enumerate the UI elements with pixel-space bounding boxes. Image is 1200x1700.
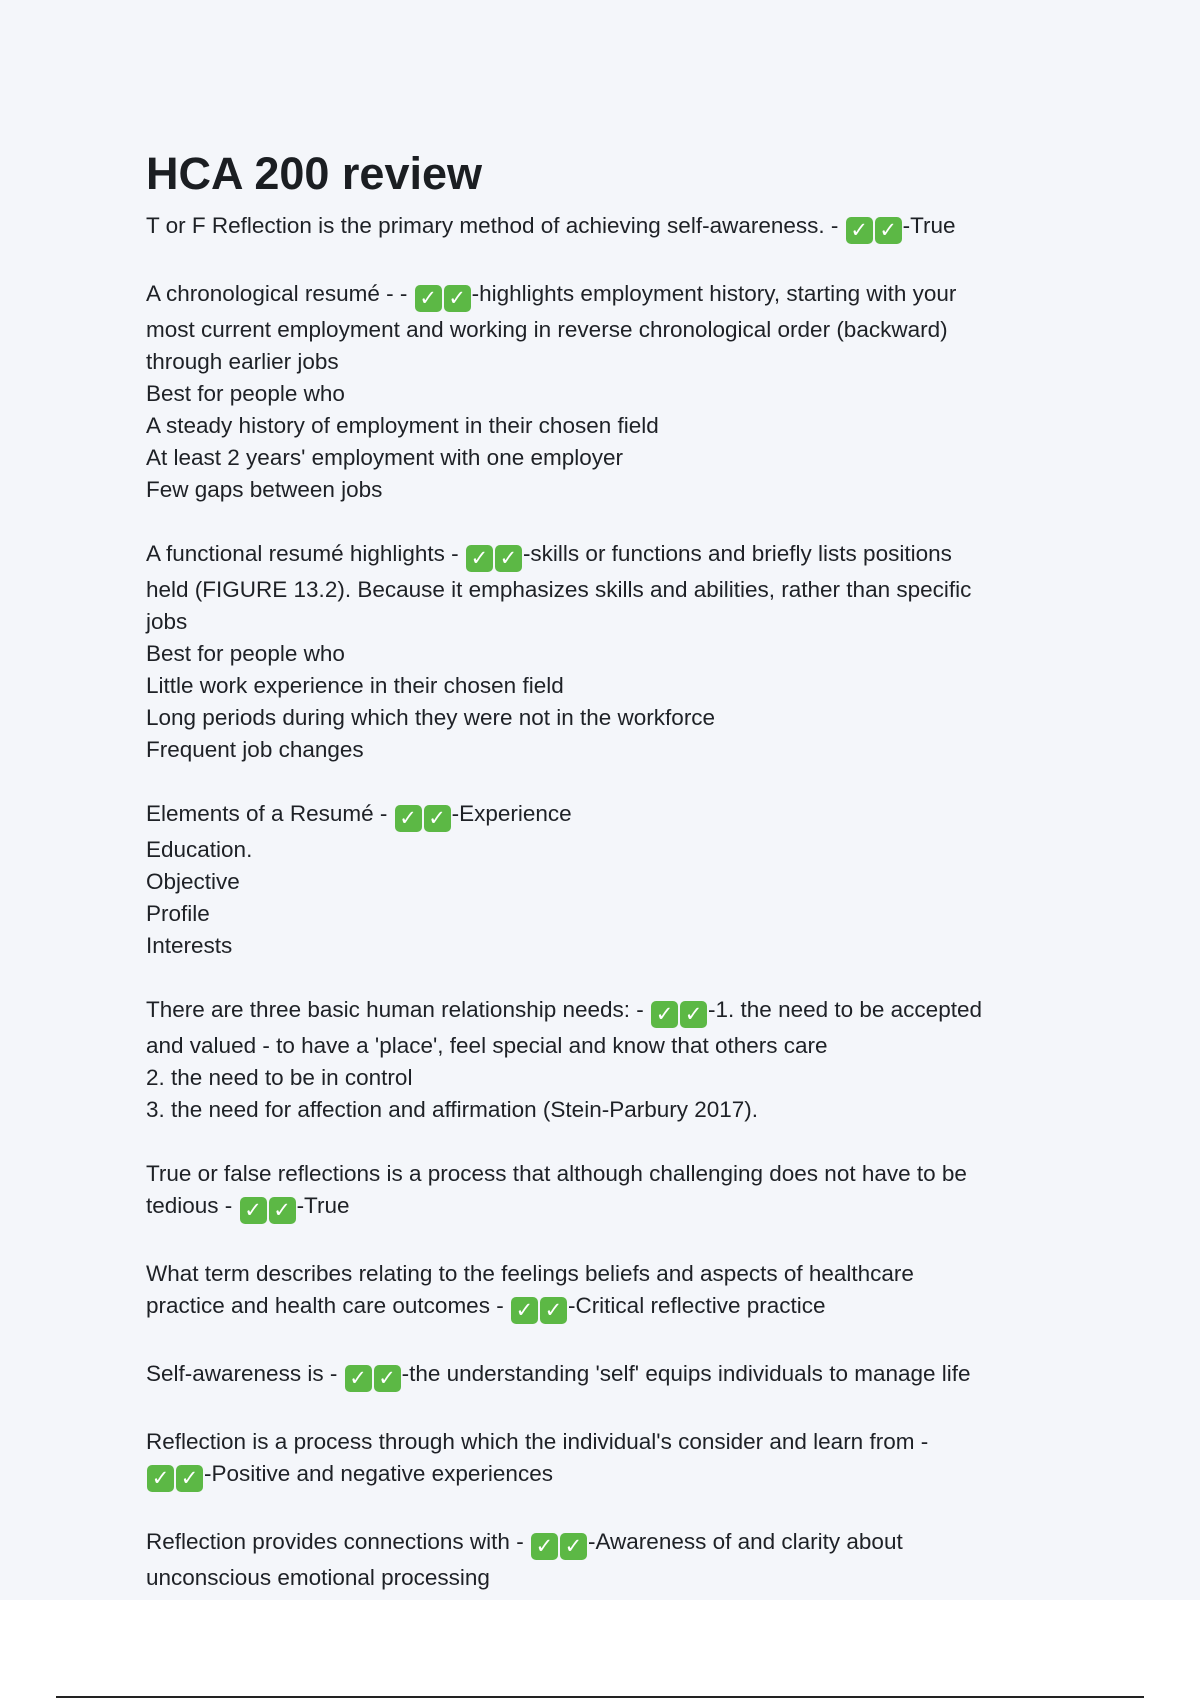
- qa-text-line: Interests: [146, 933, 233, 958]
- qa-text-line: 3. the need for affection and affirmation (Stein-Parbury 2017).: [146, 1097, 759, 1122]
- check-mark-icon: ✓: [374, 1365, 401, 1392]
- check-mark-icon: ✓: [531, 1533, 558, 1560]
- check-mark-icon: ✓: [415, 285, 442, 312]
- answer-text: -highlights employment history, starting with your: [471, 281, 957, 306]
- question-text: practice and health care outcomes -: [146, 1293, 510, 1318]
- qa-text-line: True or false reflections is a process that although challenging does not have to be: [146, 1161, 967, 1186]
- qa-answer-line: [146, 1290, 1066, 1326]
- qa-answer-line: [146, 798, 1066, 834]
- qa-answer-line: [146, 538, 1066, 574]
- double-check-mark: [147, 1462, 203, 1494]
- document-content: [146, 148, 1066, 1626]
- double-check-mark: [345, 1362, 401, 1394]
- qa-text-line: Long periods during which they were not in the workforce: [146, 705, 716, 730]
- qa-item: [146, 994, 1066, 1126]
- check-mark-icon: ✓: [651, 1001, 678, 1028]
- check-mark-icon: ✓: [511, 1297, 538, 1324]
- double-check-mark: [651, 998, 707, 1030]
- qa-answer-line: [146, 1458, 1066, 1494]
- double-check-mark: [531, 1530, 587, 1562]
- check-mark-icon: ✓: [495, 545, 522, 572]
- qa-item: [146, 1426, 1066, 1494]
- qa-text-line: Objective: [146, 869, 240, 894]
- answer-text: -Experience: [451, 801, 572, 826]
- qa-text-line: Frequent job changes: [146, 737, 364, 762]
- qa-text-line: A steady history of employment in their chosen field: [146, 413, 659, 438]
- qa-text-line: Education.: [146, 837, 253, 862]
- check-mark-icon: ✓: [680, 1001, 707, 1028]
- check-mark-icon: ✓: [395, 805, 422, 832]
- page-divider: [56, 1696, 1144, 1698]
- qa-text-line: and valued - to have a 'place', feel special and know that others care: [146, 1033, 828, 1058]
- answer-text: -Awareness of and clarity about: [587, 1529, 903, 1554]
- question-text: Self-awareness is -: [146, 1361, 344, 1386]
- qa-answer-line: [146, 994, 1066, 1030]
- qa-answer-line: [146, 1358, 1066, 1394]
- question-text: T or F Reflection is the primary method of achieving self-awareness. -: [146, 213, 845, 238]
- qa-text-line: held (FIGURE 13.2). Because it emphasizes skills and abilities, rather than specific: [146, 577, 972, 602]
- qa-text-line: Reflection is a process through which the individual's consider and learn from -: [146, 1429, 929, 1454]
- qa-item: [146, 210, 1066, 246]
- double-check-mark: [511, 1294, 567, 1326]
- question-text: A chronological resumé - -: [146, 281, 414, 306]
- qa-answer-line: [146, 278, 1066, 314]
- qa-text-line: most current employment and working in reverse chronological order (backward): [146, 317, 948, 342]
- qa-list: [146, 210, 1066, 1594]
- answer-text: -True: [902, 213, 956, 238]
- check-mark-icon: ✓: [560, 1533, 587, 1560]
- qa-text-line: What term describes relating to the feelings beliefs and aspects of healthcare: [146, 1261, 914, 1286]
- answer-text: -the understanding 'self' equips individuals to manage life: [401, 1361, 971, 1386]
- question-text: A functional resumé highlights -: [146, 541, 465, 566]
- qa-item: [146, 1526, 1066, 1594]
- qa-answer-line: [146, 1526, 1066, 1562]
- check-mark-icon: ✓: [176, 1465, 203, 1492]
- check-mark-icon: ✓: [345, 1365, 372, 1392]
- question-text: Elements of a Resumé -: [146, 801, 394, 826]
- qa-item: [146, 278, 1066, 506]
- question-text: tedious -: [146, 1193, 239, 1218]
- question-text: Reflection provides connections with -: [146, 1529, 530, 1554]
- answer-text: -1. the need to be accepted: [708, 997, 982, 1022]
- check-mark-icon: ✓: [846, 217, 873, 244]
- double-check-mark: [240, 1194, 296, 1226]
- qa-item: [146, 798, 1066, 962]
- check-mark-icon: ✓: [147, 1465, 174, 1492]
- double-check-mark: [395, 802, 451, 834]
- qa-text-line: Best for people who: [146, 641, 345, 666]
- qa-text-line: unconscious emotional processing: [146, 1565, 490, 1590]
- document-title: HCA 200 review: [146, 148, 483, 199]
- qa-text-line: Little work experience in their chosen field: [146, 673, 564, 698]
- check-mark-icon: ✓: [466, 545, 493, 572]
- qa-text-line: Best for people who: [146, 381, 345, 406]
- double-check-mark: [466, 542, 522, 574]
- double-check-mark: [415, 282, 471, 314]
- check-mark-icon: ✓: [240, 1197, 267, 1224]
- question-text: There are three basic human relationship needs: -: [146, 997, 651, 1022]
- check-mark-icon: ✓: [424, 805, 451, 832]
- qa-answer-line: [146, 1190, 1066, 1226]
- check-mark-icon: ✓: [875, 217, 902, 244]
- qa-item: [146, 1258, 1066, 1326]
- qa-text-line: Few gaps between jobs: [146, 477, 383, 502]
- check-mark-icon: ✓: [269, 1197, 296, 1224]
- answer-text: -Positive and negative experiences: [204, 1461, 553, 1486]
- check-mark-icon: ✓: [444, 285, 471, 312]
- qa-answer-line: [146, 210, 1066, 246]
- check-mark-icon: ✓: [540, 1297, 567, 1324]
- qa-text-line: 2. the need to be in control: [146, 1065, 413, 1090]
- qa-text-line: jobs: [146, 609, 188, 634]
- qa-text-line: Profile: [146, 901, 210, 926]
- qa-text-line: through earlier jobs: [146, 349, 339, 374]
- qa-item: [146, 538, 1066, 766]
- double-check-mark: [846, 214, 902, 246]
- qa-text-line: At least 2 years' employment with one employer: [146, 445, 624, 470]
- qa-item: [146, 1158, 1066, 1226]
- qa-item: [146, 1358, 1066, 1394]
- answer-text: -True: [296, 1193, 350, 1218]
- answer-text: -Critical reflective practice: [567, 1293, 826, 1318]
- answer-text: -skills or functions and briefly lists positions: [522, 541, 952, 566]
